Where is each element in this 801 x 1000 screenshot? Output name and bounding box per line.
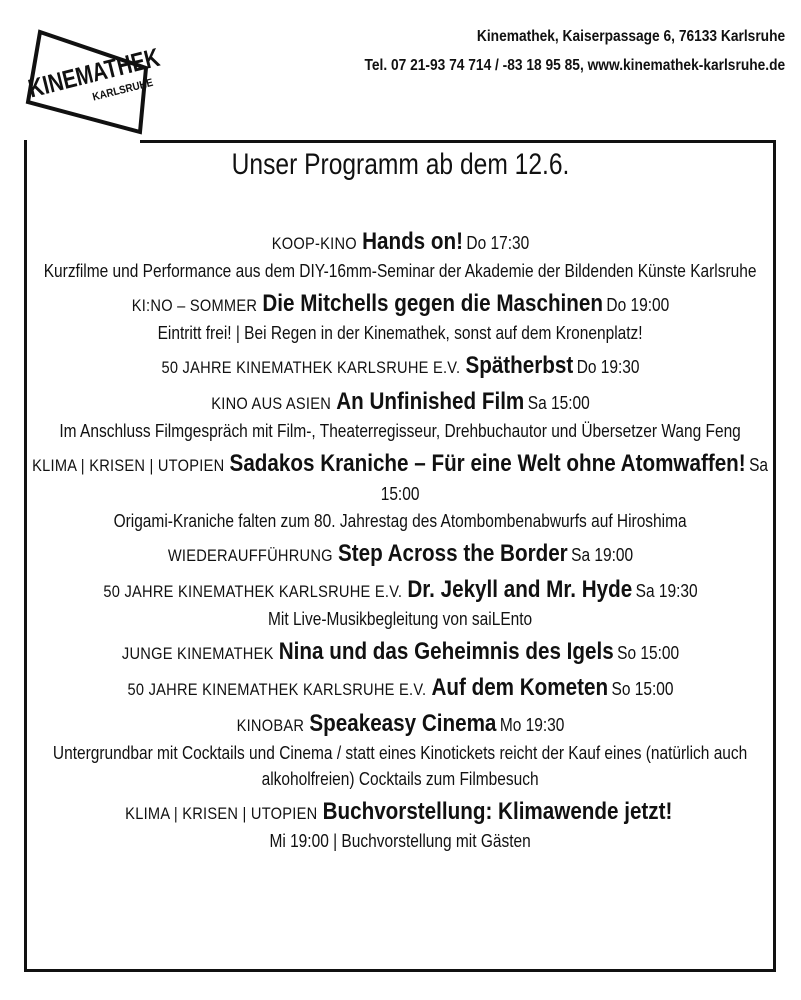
entry-time: Do 19:00 (606, 295, 670, 315)
entry-film: Speakeasy Cinema (309, 710, 497, 737)
entry-time: Sa 19:30 (635, 581, 698, 601)
entry-series: KOOP-KINO (271, 234, 357, 253)
entry-film: Spätherbst (465, 352, 574, 379)
program-entry (28, 388, 773, 444)
entry-film: Buchvorstellung: Klimawende jetzt! (322, 798, 673, 825)
entry-film: Sadakos Kraniche – Für eine Welt ohne Atomwaffen! (229, 450, 747, 477)
entry-film: Hands on! (362, 228, 463, 255)
program-entry (28, 290, 773, 346)
program-entry (28, 798, 773, 854)
entry-time: Sa 19:00 (571, 545, 634, 565)
entry-time: Sa 15:00 (527, 393, 590, 413)
program-entry (28, 576, 773, 632)
entry-film: Dr. Jekyll and Mr. Hyde (407, 576, 633, 603)
entry-series: WIEDERAUFFÜHRUNG (167, 546, 333, 565)
program-entry (28, 710, 773, 792)
entry-description: Eintritt frei! | Bei Regen in der Kinemathek, sonst auf dem Kronenplatz! (157, 323, 644, 343)
kinemathek-logo (18, 20, 168, 140)
program-entry (28, 540, 773, 570)
program-entry (28, 450, 773, 534)
entry-time: Sa 15:00 (381, 455, 769, 504)
entry-film: Step Across the Border (337, 540, 568, 567)
entry-description: Untergrundbar mit Cocktails und Cinema / statt eines Kinotickets reicht der Kauf eines (natürlich auch alkoholfreien) Cocktails zum Filmbesuch (53, 743, 748, 789)
entry-film: Auf dem Kometen (431, 674, 609, 701)
program-entry (28, 674, 773, 704)
entry-description: Kurzfilme und Performance aus dem DIY-16mm-Seminar der Akademie der Bildenden Künste Karlsruhe (44, 261, 757, 281)
entry-description: Origami-Kraniche falten zum 80. Jahrestag des Atombombenabwurfs auf Hiroshima (113, 511, 688, 531)
entry-time: Do 19:30 (576, 357, 640, 377)
program-title: Unser Programm ab dem 12.6. (231, 148, 570, 181)
entry-film: Die Mitchells gegen die Maschinen (262, 290, 603, 317)
program-entry (28, 352, 773, 382)
phone-web: Tel. 07 21-93 74 714 / -83 18 95 85, www.kinemathek-karlsruhe.de (364, 57, 785, 74)
logo-city: KARLSRUHE (91, 75, 162, 104)
entry-description: Im Anschluss Filmgespräch mit Film-, Theaterregisseur, Drehbuchautor und Übersetzer Wang Feng (59, 421, 742, 441)
logo-name: KINEMATHEK (25, 32, 168, 104)
entry-series: JUNGE KINEMATHEK (121, 644, 274, 663)
entry-series: 50 JAHRE KINEMATHEK KARLSRUHE E.V. (127, 680, 427, 699)
entry-series: 50 JAHRE KINEMATHEK KARLSRUHE E.V. (161, 358, 461, 377)
entry-series: KINO AUS ASIEN (211, 394, 332, 413)
entry-time: Do 17:30 (466, 233, 530, 253)
entry-time: So 15:00 (611, 679, 674, 699)
program-list (28, 228, 773, 860)
entry-film: An Unfinished Film (336, 388, 525, 415)
entry-series: KI:NO – SOMMER (131, 296, 258, 315)
entry-series: 50 JAHRE KINEMATHEK KARLSRUHE E.V. (103, 582, 403, 601)
program-entry (28, 228, 773, 284)
entry-film: Nina und das Geheimnis des Igels (278, 638, 614, 665)
entry-time: Mo 19:30 (499, 715, 565, 735)
program-entry (28, 638, 773, 668)
contact-info (364, 22, 785, 80)
address: Kinemathek, Kaiserpassage 6, 76133 Karlsruhe (476, 28, 785, 45)
entry-description: Mi 19:00 | Buchvorstellung mit Gästen (269, 831, 532, 851)
entry-series: KLIMA | KRISEN | UTOPIEN (125, 804, 318, 823)
entry-series: KLIMA | KRISEN | UTOPIEN (32, 456, 225, 475)
entry-description: Mit Live-Musikbegleitung von saiLEnto (268, 609, 533, 629)
kinemathek-logo-mark (18, 20, 168, 140)
entry-series: KINOBAR (236, 716, 305, 735)
entry-time: So 15:00 (617, 643, 680, 663)
program-frame-top (140, 140, 776, 143)
